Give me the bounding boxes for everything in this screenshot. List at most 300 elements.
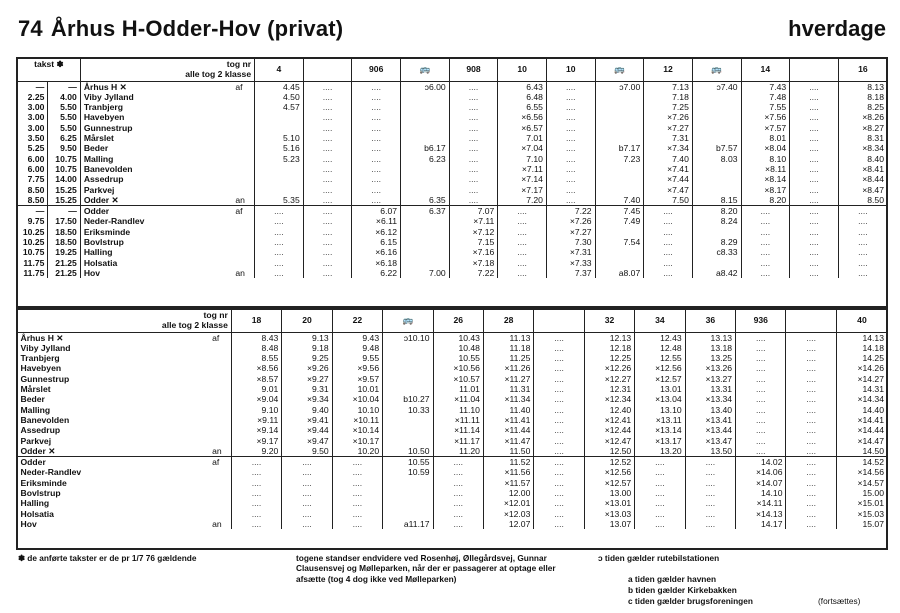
- fare-return: 15.25: [48, 195, 80, 206]
- station-name: Eriksminde: [20, 477, 67, 488]
- departure-time: 6.23: [401, 154, 450, 164]
- departure-time: ....: [352, 154, 401, 164]
- departure-time: ....: [534, 343, 584, 353]
- departure-time: ....: [736, 425, 786, 435]
- departure-time: 7.00: [401, 268, 450, 278]
- departure-time: 7.10: [498, 154, 547, 164]
- departure-time: 14.18: [836, 343, 887, 353]
- departure-time: [401, 247, 450, 257]
- station-name: Assedrup: [80, 174, 232, 184]
- departure-time: 7.49: [595, 216, 644, 226]
- station-name: Hov: [80, 268, 232, 278]
- departure-time: ....: [736, 394, 786, 404]
- train-number-header-bottom: [18, 309, 232, 332]
- departure-time: 11.50: [483, 446, 533, 457]
- table-row: [18, 436, 888, 446]
- departure-time: 11.13: [483, 332, 533, 343]
- note-a: a tiden gælder havnen: [628, 574, 717, 584]
- departure-time: 9.25: [282, 353, 332, 363]
- fare-return: 21.25: [48, 258, 80, 268]
- departure-time: ....: [635, 509, 685, 519]
- departure-time: [255, 123, 304, 133]
- departure-time: ↄ10.10: [383, 332, 433, 343]
- departure-time: ....: [433, 498, 483, 508]
- departure-time: ....: [534, 415, 584, 425]
- departure-time: ×9.56: [332, 363, 382, 373]
- departure-time: ....: [332, 457, 382, 468]
- fare-return: 17.50: [48, 216, 80, 226]
- departure-time: ×7.56: [741, 112, 790, 122]
- fare-return: 18.50: [48, 237, 80, 247]
- departure-time: ....: [498, 247, 547, 257]
- station-name: Assedrup: [20, 425, 61, 436]
- departure-time: ×10.56: [433, 363, 483, 373]
- train-number: [790, 58, 839, 81]
- departure-time: ....: [303, 216, 352, 226]
- departure-time: 9.20: [231, 446, 281, 457]
- departure-time: ×12.57: [635, 374, 685, 384]
- station-name: Eriksminde: [80, 227, 232, 237]
- departure-time: ....: [332, 467, 382, 477]
- table-row: [18, 457, 888, 468]
- fare-single: 10.25: [18, 227, 48, 237]
- departure-time: ....: [449, 154, 498, 164]
- departure-time: ....: [449, 102, 498, 112]
- arr-dep-marker: [209, 425, 231, 435]
- departure-time: ....: [644, 216, 693, 226]
- departure-time: 7.55: [741, 102, 790, 112]
- departure-time: ×9.57: [332, 374, 382, 384]
- departure-time: 10.10: [332, 405, 382, 415]
- fare-return: 19.25: [48, 247, 80, 257]
- departure-time: 13.07: [584, 519, 634, 529]
- arr-dep-marker: an: [212, 445, 222, 456]
- departure-time: 10.43: [433, 332, 483, 343]
- departure-time: ....: [644, 227, 693, 237]
- arr-dep-marker: [232, 174, 254, 184]
- departure-time: 7.18: [644, 92, 693, 102]
- departure-time: ×12.03: [483, 509, 533, 519]
- departure-time: 7.45: [595, 206, 644, 217]
- departure-time: ....: [231, 457, 281, 468]
- arr-dep-marker: an: [235, 267, 245, 278]
- departure-time: [595, 174, 644, 184]
- departure-time: ....: [449, 92, 498, 102]
- departure-time: ×12.01: [483, 498, 533, 508]
- departure-time: ....: [433, 467, 483, 477]
- departure-time: ....: [786, 415, 836, 425]
- departure-time: ....: [534, 457, 584, 468]
- departure-time: [401, 133, 450, 143]
- departure-time: ↄ6.00: [401, 81, 450, 92]
- departure-time: ....: [546, 102, 595, 112]
- departure-time: 9.31: [282, 384, 332, 394]
- train-number: 18: [231, 309, 281, 332]
- departure-time: ×9.34: [282, 394, 332, 404]
- departure-time: ....: [644, 237, 693, 247]
- departure-time: ×11.34: [483, 394, 533, 404]
- departure-time: 8.15: [692, 195, 741, 206]
- departure-time: [383, 374, 433, 384]
- fare-return: 4.00: [48, 92, 80, 102]
- station-name: Beder: [20, 394, 45, 405]
- departure-time: ....: [644, 247, 693, 257]
- departure-time: ×8.04: [741, 143, 790, 153]
- departure-time: ×14.26: [836, 363, 887, 373]
- departure-time: ×7.27: [546, 227, 595, 237]
- departure-time: 11.25: [483, 353, 533, 363]
- arr-dep-marker: [209, 394, 231, 404]
- departure-time: ....: [786, 332, 836, 343]
- departure-time: ....: [332, 519, 382, 529]
- departure-time: [595, 227, 644, 237]
- table-row: [18, 498, 888, 508]
- table-row: [18, 258, 888, 268]
- train-number: 16: [838, 58, 887, 81]
- table-row: [18, 425, 888, 435]
- departure-time: [401, 102, 450, 112]
- departure-time: ×8.14: [741, 174, 790, 184]
- departure-time: ....: [790, 185, 839, 195]
- departure-time: 9.48: [332, 343, 382, 353]
- arr-dep-marker: [209, 436, 231, 446]
- fare-single: —: [18, 206, 48, 217]
- departure-time: ....: [790, 206, 839, 217]
- departure-time: 10.20: [332, 446, 382, 457]
- departure-time: [692, 258, 741, 268]
- departure-time: 7.40: [595, 195, 644, 206]
- departure-time: ....: [635, 478, 685, 488]
- departure-time: ×15.01: [836, 498, 887, 508]
- departure-time: ×9.26: [282, 363, 332, 373]
- departure-time: ....: [790, 164, 839, 174]
- station-name: Parkvej: [80, 185, 232, 195]
- departure-time: ×12.56: [635, 363, 685, 373]
- station-name: Bovlstrup: [20, 488, 61, 499]
- departure-time: ....: [790, 123, 839, 133]
- service-days: hverdage: [788, 16, 886, 41]
- fare-return: 5.50: [48, 123, 80, 133]
- departure-time: ×14.06: [736, 467, 786, 477]
- departure-time: ....: [790, 174, 839, 184]
- departure-time: ....: [449, 164, 498, 174]
- fare-single: 10.25: [18, 237, 48, 247]
- departure-time: 10.33: [383, 405, 433, 415]
- departure-time: ....: [352, 112, 401, 122]
- departure-time: ....: [790, 258, 839, 268]
- departure-time: ....: [352, 102, 401, 112]
- departure-time: ....: [644, 206, 693, 217]
- departure-time: ....: [303, 112, 352, 122]
- departure-time: ×13.14: [635, 425, 685, 435]
- departure-time: ×15.03: [836, 509, 887, 519]
- departure-time: [595, 102, 644, 112]
- departure-time: ....: [534, 384, 584, 394]
- fare-single: 6.00: [18, 154, 48, 164]
- departure-time: 14.31: [836, 384, 887, 394]
- departure-time: ×13.04: [635, 394, 685, 404]
- departure-time: ....: [498, 227, 547, 237]
- departure-time: ×14.44: [836, 425, 887, 435]
- departure-time: 9.01: [231, 384, 281, 394]
- departure-time: [692, 174, 741, 184]
- departure-time: 15.00: [836, 488, 887, 498]
- departure-time: ....: [838, 258, 887, 268]
- departure-time: 12.07: [483, 519, 533, 529]
- departure-time: 7.43: [741, 81, 790, 92]
- arr-dep-marker: [209, 467, 231, 477]
- departure-time: 14.40: [836, 405, 887, 415]
- departure-time: [401, 237, 450, 247]
- departure-time: ....: [498, 258, 547, 268]
- departure-time: ×11.41: [483, 415, 533, 425]
- departure-time: ....: [786, 436, 836, 446]
- departure-time: ....: [303, 268, 352, 278]
- departure-time: ....: [741, 268, 790, 278]
- departure-time: ....: [498, 216, 547, 226]
- departure-time: ....: [231, 467, 281, 477]
- departure-time: 10.55: [433, 353, 483, 363]
- departure-time: ×7.26: [644, 112, 693, 122]
- departure-time: ↄ7.40: [692, 81, 741, 92]
- fare-single: 3.50: [18, 133, 48, 143]
- table-row: [18, 92, 888, 102]
- departure-time: ....: [534, 498, 584, 508]
- departure-time: ×7.11: [498, 164, 547, 174]
- departure-time: ....: [303, 195, 352, 206]
- station-name: Halling: [80, 247, 232, 257]
- departure-time: 9.40: [282, 405, 332, 415]
- timetable-top: [17, 58, 887, 278]
- departure-time: 4.45: [255, 81, 304, 92]
- departure-time: 13.00: [584, 488, 634, 498]
- departure-time: ....: [786, 353, 836, 363]
- fare-return: —: [48, 81, 80, 92]
- fare-single: 8.50: [18, 185, 48, 195]
- departure-time: ....: [790, 92, 839, 102]
- departure-time: ....: [546, 123, 595, 133]
- departure-time: [692, 164, 741, 174]
- departure-time: ×13.11: [635, 415, 685, 425]
- departure-time: ....: [534, 488, 584, 498]
- departure-time: ....: [449, 174, 498, 184]
- departure-time: ....: [534, 353, 584, 363]
- departure-time: [401, 164, 450, 174]
- departure-time: 8.18: [838, 92, 887, 102]
- departure-time: ....: [546, 174, 595, 184]
- station-name: Århus H ✕: [20, 332, 64, 343]
- table-row: [18, 174, 888, 184]
- departure-time: 11.20: [433, 446, 483, 457]
- arr-dep-marker: an: [235, 194, 245, 205]
- departure-time: ....: [790, 247, 839, 257]
- departure-time: ....: [685, 478, 735, 488]
- departure-time: ×8.26: [838, 112, 887, 122]
- train-number: 36: [685, 309, 735, 332]
- departure-time: ....: [546, 133, 595, 143]
- fare-return: 6.25: [48, 133, 80, 143]
- train-number-header: [80, 58, 254, 81]
- station-name: Viby Jylland: [80, 92, 232, 102]
- departure-time: ....: [534, 478, 584, 488]
- train-number: 936: [736, 309, 786, 332]
- departure-time: ....: [303, 174, 352, 184]
- arr-dep-marker: [232, 216, 254, 226]
- timetable-bottom: [17, 309, 887, 529]
- departure-time: ....: [786, 394, 836, 404]
- class-label: alle tog 2 klasse: [185, 69, 252, 80]
- departure-time: ×10.11: [332, 415, 382, 425]
- departure-time: ....: [546, 195, 595, 206]
- departure-time: ....: [736, 353, 786, 363]
- departure-time: ....: [786, 446, 836, 457]
- fare-single: 7.75: [18, 174, 48, 184]
- train-number: 22: [332, 309, 382, 332]
- departure-time: ×6.57: [498, 123, 547, 133]
- fare-single: —: [18, 81, 48, 92]
- departure-time: [255, 164, 304, 174]
- departure-time: ....: [534, 425, 584, 435]
- departure-time: 6.48: [498, 92, 547, 102]
- departure-time: ....: [303, 206, 352, 217]
- train-number: 4: [255, 58, 304, 81]
- departure-time: ....: [449, 112, 498, 122]
- departure-time: ×14.27: [836, 374, 887, 384]
- station-name: Mårslet: [20, 384, 51, 395]
- departure-time: 4.57: [255, 102, 304, 112]
- departure-time: [255, 174, 304, 184]
- station-name: Gunnestrup: [80, 123, 232, 133]
- departure-time: ....: [790, 237, 839, 247]
- arr-dep-marker: [209, 374, 231, 384]
- departure-time: ×11.17: [433, 436, 483, 446]
- departure-time: ×8.11: [741, 164, 790, 174]
- departure-time: ....: [303, 227, 352, 237]
- departure-time: ×13.26: [685, 363, 735, 373]
- arr-dep-marker: [232, 247, 254, 257]
- departure-time: 8.25: [838, 102, 887, 112]
- table-row: [18, 143, 888, 153]
- departure-time: ....: [741, 206, 790, 217]
- departure-time: 8.55: [231, 353, 281, 363]
- departure-time: ×6.12: [352, 227, 401, 237]
- arr-dep-marker: [209, 478, 231, 488]
- departure-time: ....: [433, 509, 483, 519]
- train-number: 12: [644, 58, 693, 81]
- departure-time: ....: [736, 374, 786, 384]
- departure-time: a8.42: [692, 268, 741, 278]
- departure-time: ....: [786, 343, 836, 353]
- departure-time: [401, 174, 450, 184]
- departure-time: ×13.01: [584, 498, 634, 508]
- departure-time: [383, 436, 433, 446]
- departure-time: [692, 133, 741, 143]
- departure-time: [383, 425, 433, 435]
- fare-single: 3.00: [18, 123, 48, 133]
- departure-time: ....: [332, 478, 382, 488]
- fare-return: 10.75: [48, 154, 80, 164]
- departure-time: ×8.41: [838, 164, 887, 174]
- departure-time: ....: [534, 509, 584, 519]
- departure-time: [595, 164, 644, 174]
- departure-time: [595, 123, 644, 133]
- departure-time: 9.18: [282, 343, 332, 353]
- departure-time: [383, 353, 433, 363]
- departure-time: [401, 92, 450, 102]
- departure-time: 13.18: [685, 343, 735, 353]
- departure-time: ×11.44: [483, 425, 533, 435]
- departure-time: 8.43: [231, 332, 281, 343]
- table-row: [18, 102, 888, 112]
- fare-single: 3.00: [18, 112, 48, 122]
- departure-time: ×7.44: [644, 174, 693, 184]
- departure-time: 10.01: [332, 384, 382, 394]
- fare-return: 21.25: [48, 268, 80, 278]
- departure-time: 14.02: [736, 457, 786, 468]
- departure-time: ....: [786, 467, 836, 477]
- departure-time: ....: [736, 415, 786, 425]
- table-row: [18, 185, 888, 195]
- arr-dep-marker: af: [235, 81, 243, 92]
- departure-time: ....: [352, 164, 401, 174]
- departure-time: ....: [786, 425, 836, 435]
- departure-time: [383, 384, 433, 394]
- arr-dep-marker: [209, 509, 231, 519]
- departure-time: 13.20: [635, 446, 685, 457]
- departure-time: [692, 112, 741, 122]
- train-number: 906: [352, 58, 401, 81]
- departure-time: ....: [255, 206, 304, 217]
- departure-time: 5.23: [255, 154, 304, 164]
- departure-time: ....: [790, 195, 839, 206]
- departure-time: ....: [790, 81, 839, 92]
- departure-time: 12.00: [483, 488, 533, 498]
- departure-time: ....: [498, 206, 547, 217]
- departure-time: 7.22: [546, 206, 595, 217]
- departure-time: 10.59: [383, 467, 433, 477]
- departure-time: 11.01: [433, 384, 483, 394]
- arr-dep-marker: [232, 154, 254, 164]
- departure-time: 13.40: [685, 405, 735, 415]
- tog-nr-label: tog nr: [203, 310, 228, 320]
- departure-time: ....: [635, 519, 685, 529]
- departure-time: b7.17: [595, 143, 644, 153]
- note-b: b tiden gælder Kirkebakken: [628, 585, 737, 595]
- departure-time: ×13.03: [584, 509, 634, 519]
- departure-time: ....: [352, 81, 401, 92]
- departure-time: [401, 112, 450, 122]
- departure-time: 12.48: [635, 343, 685, 353]
- departure-time: ....: [736, 436, 786, 446]
- departure-time: ....: [838, 216, 887, 226]
- departure-time: ....: [644, 268, 693, 278]
- table-row: [18, 154, 888, 164]
- departure-time: ....: [790, 112, 839, 122]
- departure-time: ....: [231, 509, 281, 519]
- departure-time: ....: [282, 457, 332, 468]
- departure-time: ....: [282, 478, 332, 488]
- departure-time: ....: [303, 123, 352, 133]
- station-name: Parkvej: [20, 435, 52, 446]
- departure-time: ....: [433, 457, 483, 468]
- departure-time: ....: [352, 92, 401, 102]
- departure-time: 12.52: [584, 457, 634, 468]
- fare-return: 10.75: [48, 164, 80, 174]
- train-number: 908: [449, 58, 498, 81]
- departure-time: [692, 123, 741, 133]
- departure-time: ×13.27: [685, 374, 735, 384]
- departure-time: 5.10: [255, 133, 304, 143]
